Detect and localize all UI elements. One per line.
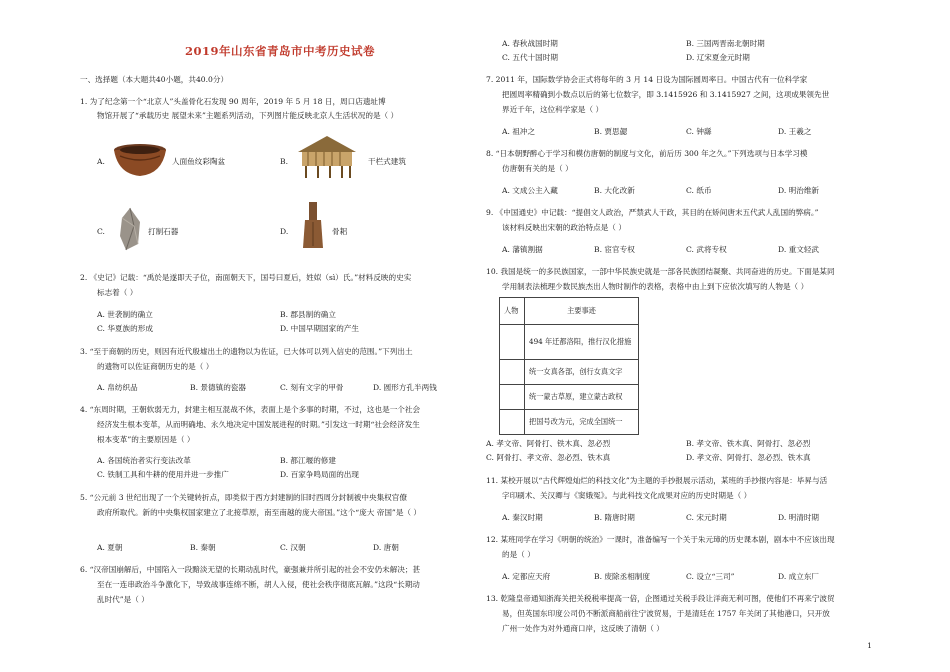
q13-stem: 13. 乾隆皇帝通知浙海关把关税税率提高一倍，企图通过关税手段让洋商无利可图，使他们不再来宁波贸	[486, 594, 835, 603]
table-row	[500, 385, 639, 410]
q4-option-a: A. 各国统治者实行变法改革	[97, 456, 191, 465]
q11-option-d: D. 明清时期	[778, 513, 820, 522]
q11-stem: 字印刷术、关汉卿与《窦娥冤》。与此科技文化成果对应的历史时期是（ ）	[502, 491, 752, 500]
q7-option-b: B. 贾思勰	[594, 127, 628, 136]
q6-option-b: B. 三国两晋南北朝时期	[686, 39, 765, 48]
q9-option-b: B. 宦官专权	[594, 245, 635, 254]
q6-stem: 乱时代”是（ ）	[97, 595, 149, 604]
q7-stem: 界近千年，这位科学家是（ ）	[502, 105, 604, 114]
q3-option-c: C. 刻有文字的甲骨	[280, 383, 344, 392]
q12-option-b: B. 废除丞相制度	[594, 572, 650, 581]
q7-option-a: A. 祖冲之	[502, 127, 536, 136]
table-header-cell: 人物	[500, 298, 525, 325]
q3-stem: 3. “至于商朝的历史，则因有近代殷墟出土的遗物以为佐证，已大体可以列入信史的范围。”下列出土	[80, 347, 413, 356]
q4-stem: 4. “东周时期，王朝软弱无力，封建主相互混战不休，表面上是个多事的时期，不过，这也是一个社会	[80, 405, 421, 414]
q3-option-b: B. 景德镇的瓷器	[190, 383, 246, 392]
q5-option-b: B. 秦朝	[190, 543, 216, 552]
q4-stem: 经济发生根本变革，从而明确地、永久地决定中国发展进程的时期。”引发这一时期“社会经济发生	[97, 420, 420, 429]
table-cell: 把国号改为元，完成全国统一	[525, 410, 639, 435]
q2-option-c: C. 华夏族的形成	[97, 324, 153, 333]
table-cell	[500, 385, 525, 410]
q10-stem: 学用制表法梳理少数民族杰出人物时制作的表格，表格中由上到下应依次填写的人物是（ ）	[502, 282, 809, 291]
table-row	[500, 298, 639, 325]
q8-option-c: C. 纸币	[686, 186, 712, 195]
table-row	[500, 325, 639, 360]
q2-option-a: A. 世袭制的确立	[97, 310, 153, 319]
q2-stem: 2. 《史记》记载：“禹於是遂即天子位，南面朝天下，国号曰夏后，姓姒（sì）氏。”材料反映的史实	[80, 273, 412, 282]
q8-stem: 仿唐朝有关的是（ ）	[502, 164, 573, 173]
stone-tool-image	[116, 206, 144, 252]
q5-stem: 政府所取代。新的中央集权国家建立了北接草原，南至南越的庞大帝国。”这个“庞大 帝国”是（ ）	[97, 508, 422, 517]
q4-option-c: C. 铁制工具和牛耕的使用并进一步推广	[97, 470, 229, 479]
q5-stem: 5. “公元前 3 世纪出现了一个关键转折点，即类似于西方封建制的旧时西周分封制被中央集权官僚	[80, 493, 407, 502]
q6-option-c: C. 五代十国时期	[502, 53, 558, 62]
q4-option-b: B. 都江堰的修建	[280, 456, 336, 465]
q1-option-b-letter: B.	[280, 157, 288, 166]
q8-option-d: D. 明治维新	[778, 186, 820, 195]
q12-stem: 的是（ ）	[502, 550, 535, 559]
q8-option-a: A. 文成公主入藏	[502, 186, 558, 195]
table-header-cell: 主要事迹	[525, 298, 639, 325]
q4-option-d: D. 百家争鸣局面的出现	[280, 470, 359, 479]
table-row	[500, 410, 639, 435]
q1-option-c-letter: C.	[97, 227, 105, 236]
q10-option-d: D. 孝文帝、阿骨打、忽必烈、铁木真	[686, 453, 811, 462]
q8-stem: 8. “日本朝野醉心于学习和模仿唐朝的制度与文化，前后历 300 年之久。”下列选项与日本学习模	[486, 149, 808, 158]
q1-option-d-label: 骨耜	[332, 227, 348, 236]
q13-stem: 易，但英国东印度公司仍不断派商船前往宁波贸易，于是清廷在 1757 年关闭了其他港口，只开放	[502, 609, 830, 618]
table-cell	[500, 410, 525, 435]
q11-stem: 11. 某校开展以“古代辉煌灿烂的科技文化”为主题的手抄报展示活动，某班的手抄报内容是：毕昇与活	[486, 476, 828, 485]
q13-stem: 广州一处作为对外通商口岸，这反映了清朝（ ）	[502, 624, 664, 633]
q9-stem: 该材料反映出宋朝的政治特点是（ ）	[502, 223, 626, 232]
page-number: 1	[867, 641, 872, 650]
q7-stem: 把圆周率精确到小数点以后的第七位数字，即 3.1415926 和 3.1415927 之间，这项成果领先世	[502, 90, 830, 99]
page-title: 2019年山东省青岛市中考历史试卷	[184, 44, 375, 58]
q11-option-b: B. 隋唐时期	[594, 513, 635, 522]
pottery-basin-image	[112, 140, 168, 180]
table-cell: 统一蒙古草原，建立蒙古政权	[525, 385, 639, 410]
q10-option-b: B. 孝文帝、铁木真、阿骨打、忽必烈	[686, 439, 811, 448]
q6-stem: 6. “汉帝国崩解后，中国陷入一段黯淡无望的长期动乱时代，豪强兼并所引起的社会不安仍未解决；甚	[80, 565, 421, 574]
q1-option-b-label: 干栏式建筑	[368, 157, 406, 166]
q9-option-d: D. 重文轻武	[778, 245, 820, 254]
q9-stem: 9. 《中国通史》中记载：“提倡文人政治，严禁武人干政，其目的在矫间唐末五代武人乱国的弊病。”	[486, 208, 819, 217]
q8-option-b: B. 大化改新	[594, 186, 635, 195]
table-cell: 统一女真各部，创行女真文字	[525, 360, 639, 385]
q12-option-c: C. 设立“三司”	[686, 572, 735, 581]
q6-option-d: D. 辽宋夏金元时期	[686, 53, 750, 62]
section-heading: 一、选择题（本大题共40小题，共40.0分）	[80, 75, 229, 84]
q4-stem: 根本变革”的主要原因是（ ）	[97, 435, 195, 444]
q10-option-c: C. 阿骨打、孝文帝、忽必烈、铁木真	[486, 453, 611, 462]
table-cell	[500, 360, 525, 385]
q10-option-a: A. 孝文帝、阿骨打、铁木真、忽必烈	[486, 439, 611, 448]
q9-option-a: A. 藩镇割据	[502, 245, 543, 254]
stilt-house-image	[294, 134, 360, 180]
table-cell	[500, 325, 525, 360]
q11-option-a: A. 秦汉时期	[502, 513, 543, 522]
q11-option-c: C. 宋元时期	[686, 513, 727, 522]
q5-option-c: C. 汉朝	[280, 543, 306, 552]
q10-stem: 10. 我国是统一的多民族国家，一部中华民族史就是一部各民族团结凝聚、共同奋进的历史。下面是某同	[486, 267, 835, 276]
q1-option-c-label: 打制石器	[148, 227, 179, 236]
q2-option-d: D. 中国早期国家的产生	[280, 324, 359, 333]
q3-option-a: A. 帛纺织品	[97, 383, 138, 392]
q9-option-c: C. 武将专权	[686, 245, 727, 254]
q1-option-d-letter: D.	[280, 227, 289, 236]
q1-option-a-letter: A.	[97, 157, 105, 166]
table-row	[500, 360, 639, 385]
q12-stem: 12. 某班同学在学习《明朝的统治》一课时，准备编写一个关于朱元璋的历史课本剧，剧本中不应该出现	[486, 535, 835, 544]
q1-option-a-label: 人面鱼纹彩陶盆	[172, 157, 226, 166]
bone-spade-image	[300, 200, 326, 252]
q1-stem: 物馆开展了“承载历史 展望未来”主题系列活动，下列图片能反映北京人生活状况的是（ ）	[97, 111, 399, 120]
q5-option-a: A. 夏朝	[97, 543, 123, 552]
q3-stem: 的遗物可以佐证商朝历史的是（ ）	[97, 362, 214, 371]
q2-option-b: B. 郡县制的确立	[280, 310, 336, 319]
q7-option-c: C. 钟繇	[686, 127, 712, 136]
q1-stem: 1. 为了纪念第一个“北京人”头盖骨化石发现 90 周年，2019 年 5 月 18 日，周口店遗址博	[80, 97, 386, 106]
q3-option-d: D. 圆形方孔半两钱	[373, 383, 437, 392]
q7-stem: 7. 2011 年，国际数学协会正式将每年的 3 月 14 日设为国际圆周率日。中国古代有一位科学家	[486, 75, 808, 84]
table-cell: 494 年迁都洛阳，推行汉化措施	[525, 325, 639, 360]
q2-stem: 标志着（ ）	[97, 288, 138, 297]
q12-option-d: D. 成立东厂	[778, 572, 820, 581]
q7-option-d: D. 王羲之	[778, 127, 812, 136]
q6-option-a: A. 春秋战国时期	[502, 39, 558, 48]
q10-table	[499, 297, 639, 435]
q12-option-a: A. 定都应天府	[502, 572, 551, 581]
q5-option-d: D. 唐朝	[373, 543, 399, 552]
q6-stem: 至在一连串政治斗争激化下，导致战事连绵不断，胡人入侵，使社会秩序彻底瓦解。”这段“长期动	[97, 580, 420, 589]
